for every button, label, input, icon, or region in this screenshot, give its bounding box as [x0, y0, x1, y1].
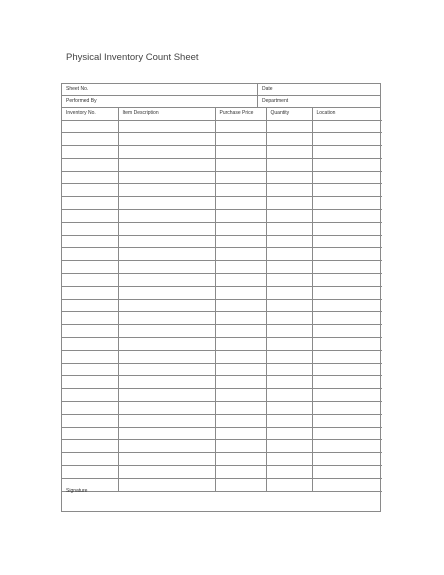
table-cell[interactable]: [62, 158, 118, 171]
table-cell[interactable]: [266, 222, 312, 235]
table-cell[interactable]: [312, 312, 382, 325]
table-cell[interactable]: [215, 414, 266, 427]
table-cell[interactable]: [312, 197, 382, 210]
table-cell[interactable]: [266, 197, 312, 210]
table-cell[interactable]: [62, 248, 118, 261]
table-cell[interactable]: [266, 286, 312, 299]
table-cell[interactable]: [118, 453, 215, 466]
table-cell[interactable]: [215, 274, 266, 287]
table-cell[interactable]: [266, 453, 312, 466]
header-row-2: [62, 96, 380, 108]
table-cell[interactable]: [312, 338, 382, 351]
table-cell[interactable]: [118, 466, 215, 479]
table-cell[interactable]: [266, 158, 312, 171]
table-cell[interactable]: [215, 453, 266, 466]
table-cell[interactable]: [266, 261, 312, 274]
table-cell[interactable]: [312, 146, 382, 159]
table-cell[interactable]: [62, 274, 118, 287]
table-cell[interactable]: [118, 376, 215, 389]
table-cell[interactable]: [266, 350, 312, 363]
table-cell[interactable]: [312, 248, 382, 261]
document-title: Physical Inventory Count Sheet: [66, 52, 199, 63]
table-row: [62, 376, 382, 389]
table-cell[interactable]: [118, 427, 215, 440]
table-cell[interactable]: [62, 453, 118, 466]
table-row: [62, 146, 382, 159]
table-cell[interactable]: [118, 312, 215, 325]
table-cell[interactable]: [118, 389, 215, 402]
table-cell[interactable]: [62, 414, 118, 427]
table-cell[interactable]: [62, 171, 118, 184]
table-cell[interactable]: [62, 133, 118, 146]
table-cell[interactable]: [215, 133, 266, 146]
signature-area[interactable]: [62, 485, 380, 511]
table-cell[interactable]: [215, 210, 266, 223]
inventory-sheet: [61, 83, 381, 512]
table-cell[interactable]: [312, 210, 382, 223]
table-cell[interactable]: [312, 120, 382, 133]
table-cell[interactable]: [312, 158, 382, 171]
table-cell[interactable]: [118, 248, 215, 261]
table-cell[interactable]: [62, 210, 118, 223]
table-cell[interactable]: [266, 325, 312, 338]
table-cell[interactable]: [312, 184, 382, 197]
table-cell[interactable]: [266, 338, 312, 351]
column-header-purchase-price: Purchase Price: [215, 108, 266, 120]
table-cell[interactable]: [118, 146, 215, 159]
table-cell[interactable]: [312, 325, 382, 338]
table-cell[interactable]: [215, 171, 266, 184]
table-cell[interactable]: [312, 363, 382, 376]
header-row-1: [62, 84, 380, 96]
table-cell[interactable]: [312, 222, 382, 235]
table-cell[interactable]: [215, 222, 266, 235]
table-cell[interactable]: [118, 197, 215, 210]
table-cell[interactable]: [312, 427, 382, 440]
table-cell[interactable]: [266, 146, 312, 159]
column-header-item-description: Item Description: [118, 108, 215, 120]
table-row: [62, 389, 382, 402]
table-cell[interactable]: [118, 235, 215, 248]
table-cell[interactable]: [62, 363, 118, 376]
table-cell[interactable]: [118, 261, 215, 274]
inventory-table: [62, 108, 382, 492]
department-field[interactable]: Department: [262, 98, 289, 104]
table-cell[interactable]: [312, 376, 382, 389]
table-row: [62, 197, 382, 210]
table-cell[interactable]: [118, 325, 215, 338]
table-cell[interactable]: [266, 133, 312, 146]
table-cell[interactable]: [62, 120, 118, 133]
table-row: [62, 120, 382, 133]
table-cell[interactable]: [62, 146, 118, 159]
table-cell[interactable]: [215, 427, 266, 440]
table-row: [62, 427, 382, 440]
table-cell[interactable]: [312, 453, 382, 466]
column-header-quantity: Quantity: [266, 108, 312, 120]
table-cell[interactable]: [118, 222, 215, 235]
table-cell[interactable]: [62, 197, 118, 210]
column-header-inventory-no: Inventory No.: [62, 108, 118, 120]
table-cell[interactable]: [62, 312, 118, 325]
table-cell[interactable]: [266, 120, 312, 133]
table-row: [62, 453, 382, 466]
table-cell[interactable]: [312, 299, 382, 312]
table-cell[interactable]: [312, 466, 382, 479]
table-cell[interactable]: [215, 338, 266, 351]
table-cell[interactable]: [266, 210, 312, 223]
table-row: [62, 248, 382, 261]
table-cell[interactable]: [62, 402, 118, 415]
table-cell[interactable]: [215, 158, 266, 171]
table-cell[interactable]: [118, 171, 215, 184]
table-row: [62, 274, 382, 287]
table-cell[interactable]: [266, 184, 312, 197]
table-cell[interactable]: [266, 248, 312, 261]
table-header-row: [62, 108, 382, 120]
table-cell[interactable]: [266, 376, 312, 389]
table-cell[interactable]: [62, 222, 118, 235]
table-cell[interactable]: [266, 402, 312, 415]
table-cell[interactable]: [62, 440, 118, 453]
table-cell[interactable]: [312, 235, 382, 248]
table-cell[interactable]: [215, 248, 266, 261]
table-cell[interactable]: [266, 171, 312, 184]
table-row: [62, 171, 382, 184]
date-field[interactable]: Date: [262, 86, 273, 92]
table-row: [62, 261, 382, 274]
column-header-location: Location: [312, 108, 382, 120]
table-cell[interactable]: [118, 350, 215, 363]
table-cell[interactable]: [62, 299, 118, 312]
table-cell[interactable]: [215, 325, 266, 338]
sheet-no-field[interactable]: Sheet No.: [62, 84, 258, 95]
table-cell[interactable]: [62, 261, 118, 274]
table-cell[interactable]: [118, 133, 215, 146]
table-cell[interactable]: [62, 389, 118, 402]
table-row: [62, 210, 382, 223]
table-cell[interactable]: [118, 402, 215, 415]
table-cell[interactable]: [266, 414, 312, 427]
table-cell[interactable]: [62, 376, 118, 389]
table-cell[interactable]: [215, 402, 266, 415]
table-cell[interactable]: [215, 440, 266, 453]
table-row: [62, 222, 382, 235]
table-cell[interactable]: [62, 286, 118, 299]
table-cell[interactable]: [118, 158, 215, 171]
table-cell[interactable]: [215, 312, 266, 325]
table-cell[interactable]: [62, 427, 118, 440]
signature-label: Signature: [66, 488, 88, 494]
table-cell[interactable]: [215, 146, 266, 159]
table-cell[interactable]: [118, 363, 215, 376]
table-cell[interactable]: [266, 312, 312, 325]
table-cell[interactable]: [312, 350, 382, 363]
table-row: [62, 158, 382, 171]
table-row: [62, 312, 382, 325]
table-row: [62, 325, 382, 338]
table-cell[interactable]: [118, 286, 215, 299]
table-row: [62, 338, 382, 351]
table-cell[interactable]: [215, 466, 266, 479]
table-cell[interactable]: [266, 363, 312, 376]
table-row: [62, 402, 382, 415]
table-cell[interactable]: [215, 235, 266, 248]
table-cell[interactable]: [118, 184, 215, 197]
table-cell[interactable]: [312, 440, 382, 453]
table-cell[interactable]: [312, 274, 382, 287]
table-cell[interactable]: [312, 402, 382, 415]
table-cell[interactable]: [118, 440, 215, 453]
table-cell[interactable]: [215, 184, 266, 197]
table-cell[interactable]: [312, 261, 382, 274]
table-cell[interactable]: [266, 389, 312, 402]
table-cell[interactable]: [312, 171, 382, 184]
table-row: [62, 414, 382, 427]
performed-by-field[interactable]: Performed By: [62, 96, 258, 107]
table-cell[interactable]: [266, 440, 312, 453]
table-cell[interactable]: [266, 274, 312, 287]
table-cell[interactable]: [62, 235, 118, 248]
table-cell[interactable]: [312, 414, 382, 427]
table-cell[interactable]: [62, 338, 118, 351]
table-cell[interactable]: [118, 299, 215, 312]
table-cell[interactable]: [266, 299, 312, 312]
table-row: [62, 440, 382, 453]
table-cell[interactable]: [215, 261, 266, 274]
table-row: [62, 350, 382, 363]
table-cell[interactable]: [215, 363, 266, 376]
table-cell[interactable]: [215, 350, 266, 363]
table-cell[interactable]: [118, 414, 215, 427]
table-cell[interactable]: [312, 286, 382, 299]
table-cell[interactable]: [215, 197, 266, 210]
table-cell[interactable]: [62, 350, 118, 363]
table-cell[interactable]: [215, 376, 266, 389]
table-cell[interactable]: [312, 133, 382, 146]
table-row: [62, 363, 382, 376]
table-cell[interactable]: [215, 299, 266, 312]
table-cell[interactable]: [215, 120, 266, 133]
table-row: [62, 184, 382, 197]
table-body: [62, 120, 382, 491]
table-cell[interactable]: [266, 235, 312, 248]
table-row: [62, 286, 382, 299]
table-cell[interactable]: [118, 210, 215, 223]
table-row: [62, 299, 382, 312]
table-cell[interactable]: [118, 274, 215, 287]
table-row: [62, 133, 382, 146]
table-cell[interactable]: [62, 466, 118, 479]
table-cell[interactable]: [266, 466, 312, 479]
table-cell[interactable]: [266, 427, 312, 440]
table-cell[interactable]: [118, 338, 215, 351]
table-cell[interactable]: [312, 389, 382, 402]
table-cell[interactable]: [62, 184, 118, 197]
table-cell[interactable]: [215, 286, 266, 299]
table-cell[interactable]: [118, 120, 215, 133]
table-cell[interactable]: [215, 389, 266, 402]
table-row: [62, 466, 382, 479]
table-cell[interactable]: [62, 325, 118, 338]
table-row: [62, 235, 382, 248]
